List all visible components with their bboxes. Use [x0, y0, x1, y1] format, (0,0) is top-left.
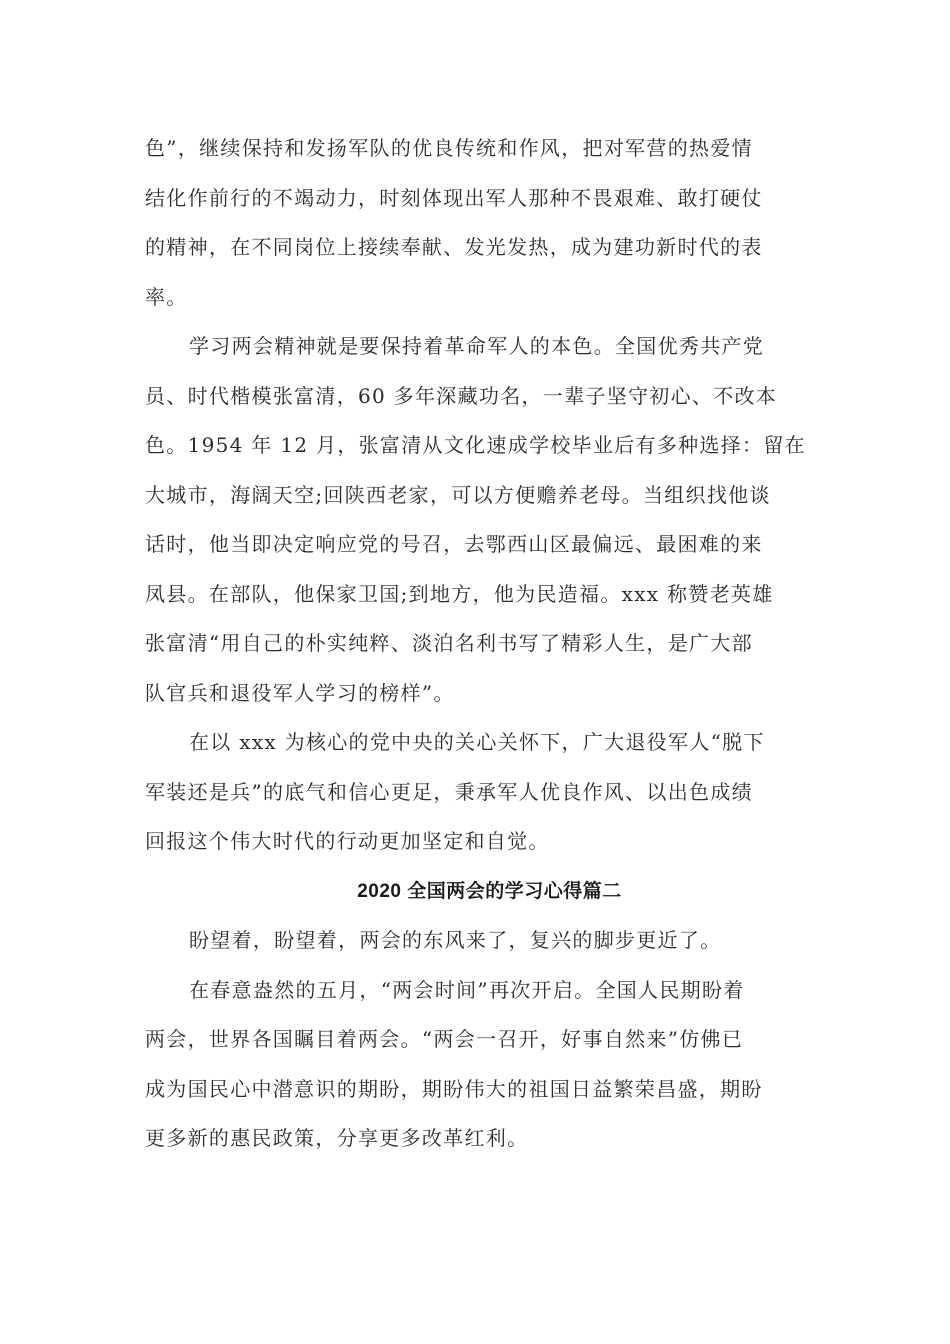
- section-heading: 2020 全国两会的学习心得篇二: [357, 880, 622, 902]
- text-line: 结化作前行的不竭动力，时刻体现出军人那种不畏艰难、敢打硬仗: [145, 185, 763, 210]
- text-line: 率。: [145, 284, 188, 309]
- text-line: 盼望着，盼望着，两会的东风来了，复兴的脚步更近了。: [189, 928, 722, 952]
- text-line: 成为国民心中潜意识的期盼，期盼伟大的祖国日益繁荣昌盛，期盼: [145, 1076, 763, 1101]
- paragraph-4: [145, 916, 810, 966]
- text-line: 队官兵和退役军人学习的榜样”。: [145, 680, 455, 705]
- text-line: 色”，继续保持和发扬军队的优良传统和作风，把对军营的热爱情: [145, 136, 753, 160]
- text-line: 色。1954 年 12 月，张富清从文化速成学校毕业后有多种选择：留在: [145, 433, 806, 457]
- text-line: 张富清“用自己的朴实纯粹、淡泊名利书写了精彩人生，是广大部: [145, 631, 753, 655]
- text-line: 更多新的惠民政策，分享更多改革红利。: [145, 1126, 529, 1150]
- text-line: 回报这个伟大时代的行动更加坚定和自觉。: [145, 829, 550, 853]
- text-line: 在春意盎然的五月，“两会时间”再次开启。全国人民期盼着: [189, 977, 745, 1002]
- text-line: 话时，他当即决定响应党的号召，去鄂西山区最偏远、最困难的来: [145, 532, 763, 556]
- document-body: [145, 124, 810, 1164]
- text-line: 大城市，海阔天空;回陕西老家，可以方便赡养老母。当组织找他谈: [145, 482, 771, 507]
- paragraph-2: [145, 322, 810, 718]
- text-line: 凤县。在部队，他保家卫国;到地方，他为民造福。xxx 称赞老英雄: [145, 581, 774, 606]
- text-line: 军装还是兵”的底气和信心更足，秉承军人优良作风、以出色成绩: [145, 779, 753, 804]
- text-line: 在以 xxx 为核心的党中央的关心关怀下，广大退役军人“脱下: [189, 730, 765, 754]
- text-line: 的精神，在不同岗位上接续奉献、发光发热，成为建功新时代的表: [145, 235, 763, 259]
- text-line: 员、时代楷模张富清，60 多年深藏功名，一辈子坚守初心、不改本: [145, 383, 778, 408]
- paragraph-1: [145, 124, 810, 322]
- text-line: 两会，世界各国瞩目着两会。“两会一召开，好事自然来”仿佛已: [145, 1027, 744, 1051]
- text-line: 学习两会精神就是要保持着革命军人的本色。全国优秀共产党: [189, 334, 765, 358]
- paragraph-3: [145, 718, 810, 867]
- paragraph-5: [145, 966, 810, 1164]
